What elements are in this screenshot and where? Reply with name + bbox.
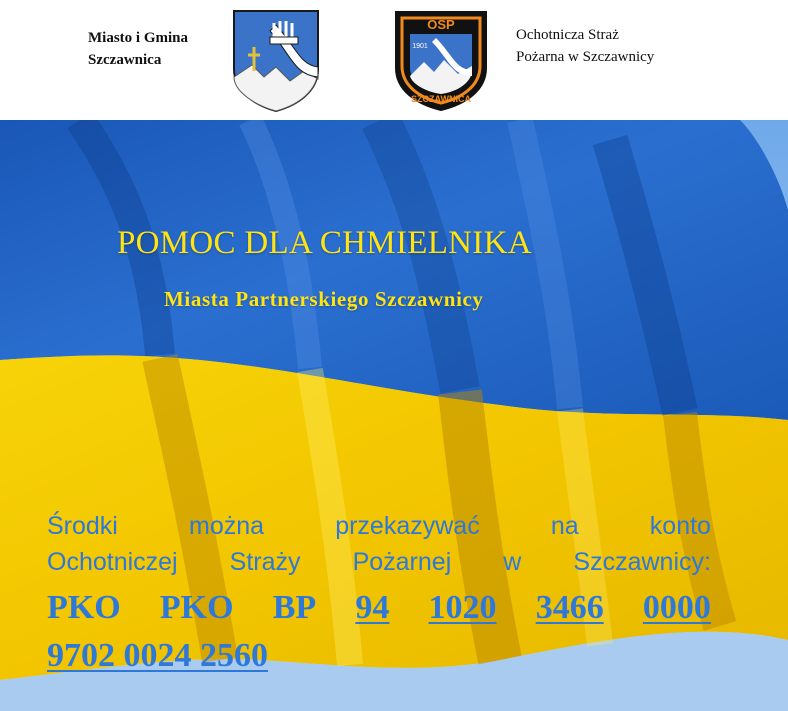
page-title: POMOC DLA CHMIELNIKA xyxy=(117,225,532,261)
bank-name-word: PKO xyxy=(159,589,234,626)
bank-name-word: BP xyxy=(272,589,317,626)
info-word: przekazywać xyxy=(335,512,480,540)
info-word: Środki xyxy=(47,512,118,540)
header xyxy=(0,0,788,120)
info-word: na xyxy=(550,512,579,540)
info-line-2 xyxy=(47,544,711,580)
account-number-part[interactable]: 3466 xyxy=(535,589,604,626)
municipality-name xyxy=(88,27,188,71)
account-number-part[interactable]: 1020 xyxy=(428,589,497,626)
bank-account-line xyxy=(47,584,711,632)
bank-account-line-2 xyxy=(47,632,711,680)
info-word: Pożarnej xyxy=(352,548,452,576)
info-word: Straży xyxy=(229,548,301,576)
info-word: można xyxy=(189,512,265,540)
account-number-part[interactable]: 0000 xyxy=(642,589,711,626)
info-word: Szczawnicy: xyxy=(573,548,711,576)
osp-badge-town: SZCZAWNICA xyxy=(411,94,471,104)
osp-badge-year: 1901 xyxy=(412,43,428,50)
bank-name-word: PKO xyxy=(47,589,121,626)
fire-brigade-name-line2: Pożarna w Szczawnicy xyxy=(516,49,655,65)
info-word: Ochotniczej xyxy=(47,548,178,576)
szczawnica-coat-of-arms-icon xyxy=(230,7,322,113)
info-word: w xyxy=(503,548,522,576)
fire-brigade-name xyxy=(516,24,654,68)
municipality-name-line2: Szczawnica xyxy=(88,52,162,68)
account-number-part[interactable]: 9702 0024 2560 xyxy=(47,637,268,674)
donation-info xyxy=(47,508,711,680)
osp-badge-label: OSP xyxy=(427,17,455,32)
info-line-1 xyxy=(47,508,711,544)
account-number-part[interactable]: 94 xyxy=(355,589,390,626)
info-word: konto xyxy=(649,512,711,540)
fire-brigade-name-line1: Ochotnicza Straż xyxy=(516,27,619,43)
osp-badge-icon xyxy=(386,4,496,112)
page-subtitle: Miasta Partnerskiego Szczawnicy xyxy=(164,287,484,311)
municipality-name-line1: Miasto i Gmina xyxy=(88,30,188,46)
